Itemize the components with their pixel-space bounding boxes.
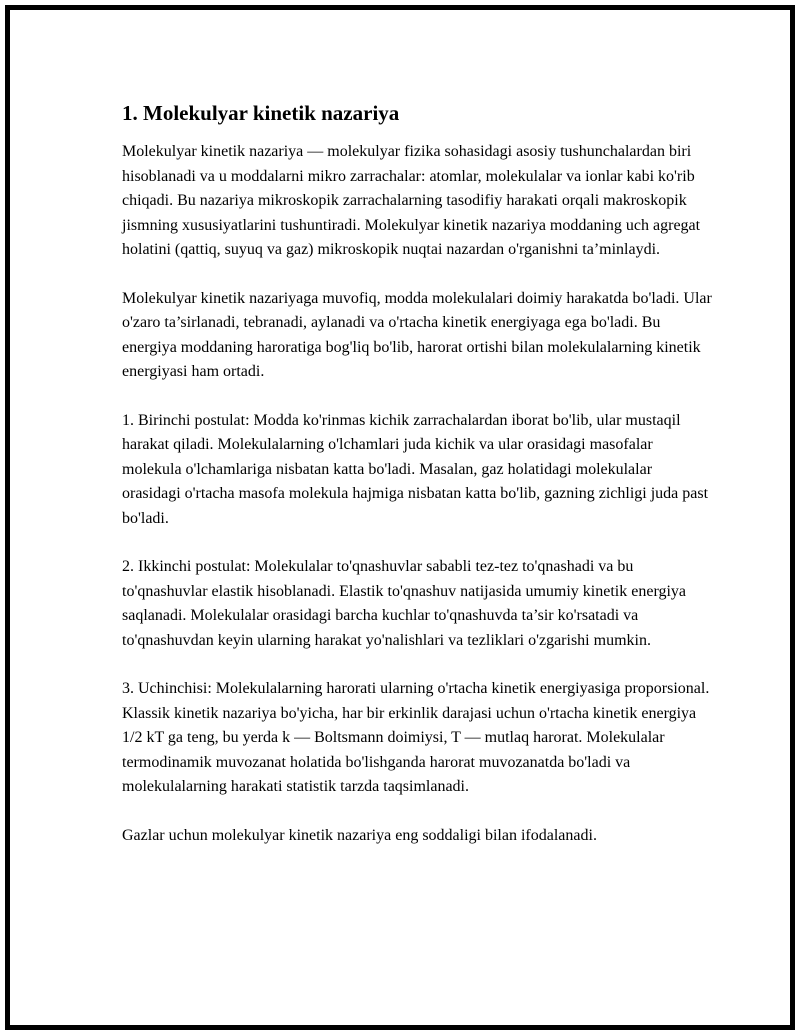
paragraph-postulate-1: 1. Birinchi postulat: Modda ko'rinmas kichik zarrachalardan iborat bo'lib, ular mustaqil harakat qiladi. Molekulalarning o'lchamlari juda kichik va ular orasidagi masofalar molekula o'lchamlariga nisbatan katta bo'ladi. Masalan, gaz holatidagi molekulalar orasidagi o'rtacha masofa molekula hajmiga nisbatan katta bo'lib, gazning zichligi juda past bo'ladi. (122, 411, 709, 527)
paragraph-postulate-3: 3. Uchinchisi: Molekulalarning harorati ularning o'rtacha kinetik energiyasiga proporsional. Klassik kinetik nazariya bo'yicha, har bir erkinlik darajasi uchun o'rtacha kinetik energiya 1/2 kT ga teng, bu yerda k — Boltsmann doimiysi, T — mutlaq harorat. Molekulalar termodinamik muvozanat holatida bo'lishganda harorat muvozanatda bo'ladi va molekulalarning harakati statistik tarzda taqsimlanadi. (122, 680, 710, 796)
page-frame (5, 5, 795, 1030)
document-body (122, 100, 712, 872)
section-heading: 1. Molekulyar kinetik nazariya (122, 101, 400, 125)
paragraph-intro: Molekulyar kinetik nazariya — molekulyar fizika sohasidagi asosiy tushunchalardan biri hisoblanadi va u moddalarni mikro zarrachalar: atomlar, molekulalar va ionlar kabi ko'rib chiqadi. Bu nazariya mikroskopik zarrachalarning tasodifiy harakati orqali makroskopik jismning xususiyatlarini tushuntiradi. Molekulyar kinetik nazariya moddaning uch agregat holatini (qattiq, suyuq va gaz) mikroskopik nuqtai nazardan o'rganishni ta’minlaydi. (122, 143, 701, 259)
paragraph-postulate-2: 2. Ikkinchi postulat: Molekulalar to'qnashuvlar sababli tez-tez to'qnashadi va bu to'qnashuvlar elastik hisoblanadi. Elastik to'qnashuv natijasida umumiy kinetik energiya saqlanadi. Molekulalar orasidagi barcha kuchlar to'qnashuvda ta’sir ko'rsatadi va to'qnashuvdan keyin ularning harakat yo'nalishlari va tezliklari o'zgarishi mumkin. (122, 558, 687, 649)
paragraph-gases: Gazlar uchun molekulyar kinetik nazariya eng soddaligi bilan ifodalanadi. (122, 826, 597, 844)
paragraph-motion: Molekulyar kinetik nazariyaga muvofiq, modda molekulalari doimiy harakatda bo'ladi. Ular o'zaro ta’sirlanadi, tebranadi, aylanadi va o'rtacha kinetik energiyaga ega bo'ladi. Bu energiya moddaning haroratiga bog'liq bo'lib, harorat ortishi bilan molekulalarning kinetik energiyasi ham ortadi. (122, 289, 712, 381)
